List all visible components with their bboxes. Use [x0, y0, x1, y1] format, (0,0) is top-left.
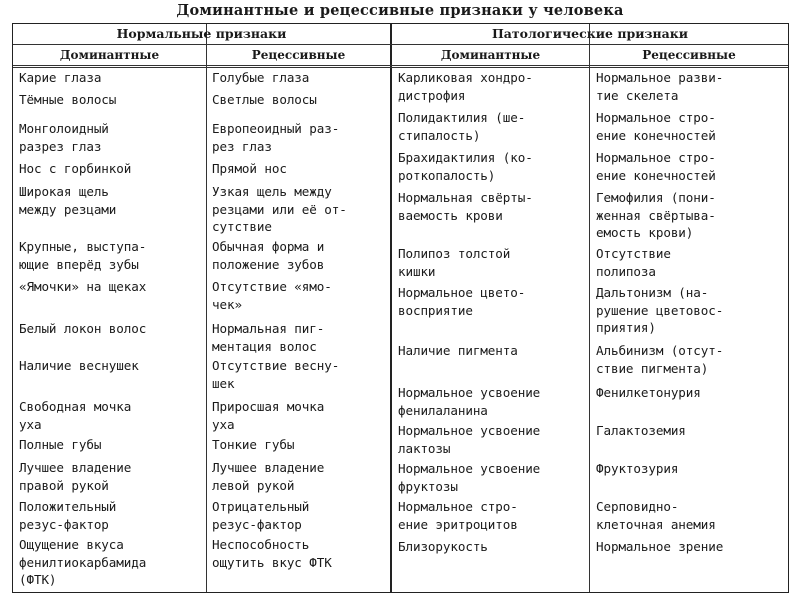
trait-cell: Дальтонизм (на- рушение цветовос- приятия)	[596, 285, 724, 335]
trait-cell: Серповидно- клеточная анемия	[596, 499, 716, 532]
trait-cell: Нормальное цвето- восприятие	[398, 285, 526, 318]
trait-cell: Монголоидный разрез глаз	[19, 121, 109, 154]
trait-cell: Отрицательный резус-фактор	[212, 499, 310, 532]
trait-cell: Прямой нос	[212, 161, 287, 176]
trait-cell: Голубые глаза	[212, 70, 310, 85]
trait-cell: Неспособность ощутить вкус ФТК	[212, 537, 332, 570]
trait-cell: Нормальное усвоение фенилаланина	[398, 385, 541, 418]
trait-cell: Нормальное стро- ение эритроцитов	[398, 499, 518, 532]
trait-cell: Нормальное стро- ение конечностей	[596, 110, 716, 143]
trait-cell: Фруктозурия	[596, 461, 679, 476]
trait-cell: Полные губы	[19, 437, 102, 452]
trait-cell: Нос с горбинкой	[19, 161, 132, 176]
trait-cell: Нормальное стро- ение конечностей	[596, 150, 716, 183]
page-title: Доминантные и рецессивные признаки у человека	[176, 2, 624, 19]
trait-cell: «Ямочки» на щеках	[19, 279, 147, 294]
subheader-normal-dominant: Доминантные	[59, 48, 160, 62]
trait-cell: Европеоидный раз- рез глаз	[212, 121, 340, 154]
trait-cell: Тонкие губы	[212, 437, 295, 452]
trait-cell: Брахидактилия (ко- роткопалость)	[398, 150, 533, 183]
trait-cell: Лучшее владение правой рукой	[19, 460, 132, 493]
trait-cell: Свободная мочка уха	[19, 399, 132, 432]
trait-cell: Узкая щель между резцами или её от- сутствие	[212, 184, 347, 234]
trait-cell: Крупные, выступа- ющие вперёд зубы	[19, 239, 147, 272]
trait-cell: Полидактилия (ше- стипалость)	[398, 110, 526, 143]
trait-cell: Нормальная пиг- ментация волос	[212, 321, 325, 354]
subheader-path-dominant: Доминантные	[440, 48, 541, 62]
header-divider	[13, 65, 788, 66]
traits-table	[12, 23, 789, 593]
trait-cell: Отсутствие весну- шек	[212, 358, 340, 391]
trait-cell: Нормальная свёрты- ваемость крови	[398, 190, 533, 223]
trait-cell: Тёмные волосы	[19, 92, 117, 107]
trait-cell: Обычная форма и положение зубов	[212, 239, 325, 272]
trait-cell: Наличие пигмента	[398, 343, 518, 358]
trait-cell: Нормальное усвоение фруктозы	[398, 461, 541, 494]
trait-cell: Ощущение вкуса фенилтиокарбамида (ФТК)	[19, 537, 147, 587]
trait-cell: Галактоземия	[596, 423, 686, 438]
trait-cell: Лучшее владение левой рукой	[212, 460, 325, 493]
trait-cell: Нормальное усвоение лактозы	[398, 423, 541, 456]
trait-cell: Близорукость	[398, 539, 488, 554]
trait-cell: Альбинизм (отсут- ствие пигмента)	[596, 343, 724, 376]
trait-cell: Положительный резус-фактор	[19, 499, 117, 532]
trait-cell: Отсутствие «ямо- чек»	[212, 279, 332, 312]
col-divider	[206, 24, 207, 592]
group-header-normal: Нормальные признаки	[116, 26, 287, 41]
trait-cell: Карликовая хондро- дистрофия	[398, 70, 533, 103]
trait-cell: Фенилкетонурия	[596, 385, 701, 400]
group-header-pathological: Патологические признаки	[491, 26, 689, 41]
trait-cell: Светлые волосы	[212, 92, 317, 107]
subheader-path-recessive: Рецессивные	[642, 48, 736, 62]
header-divider	[13, 67, 788, 68]
trait-cell: Гемофилия (пони- женная свёртыва- емость крови)	[596, 190, 716, 240]
trait-cell: Полипоз толстой кишки	[398, 246, 511, 279]
col-divider	[589, 24, 590, 592]
trait-cell: Отсутствие полипоза	[596, 246, 671, 279]
trait-cell: Нормальное зрение	[596, 539, 724, 554]
group-divider	[390, 24, 392, 592]
trait-cell: Нормальное разви- тие скелета	[596, 70, 724, 103]
trait-cell: Приросшая мочка уха	[212, 399, 325, 432]
trait-cell: Белый локон волос	[19, 321, 147, 336]
trait-cell: Карие глаза	[19, 70, 102, 85]
trait-cell: Широкая щель между резцами	[19, 184, 117, 217]
subheader-normal-recessive: Рецессивные	[251, 48, 346, 62]
trait-cell: Наличие веснушек	[19, 358, 139, 373]
